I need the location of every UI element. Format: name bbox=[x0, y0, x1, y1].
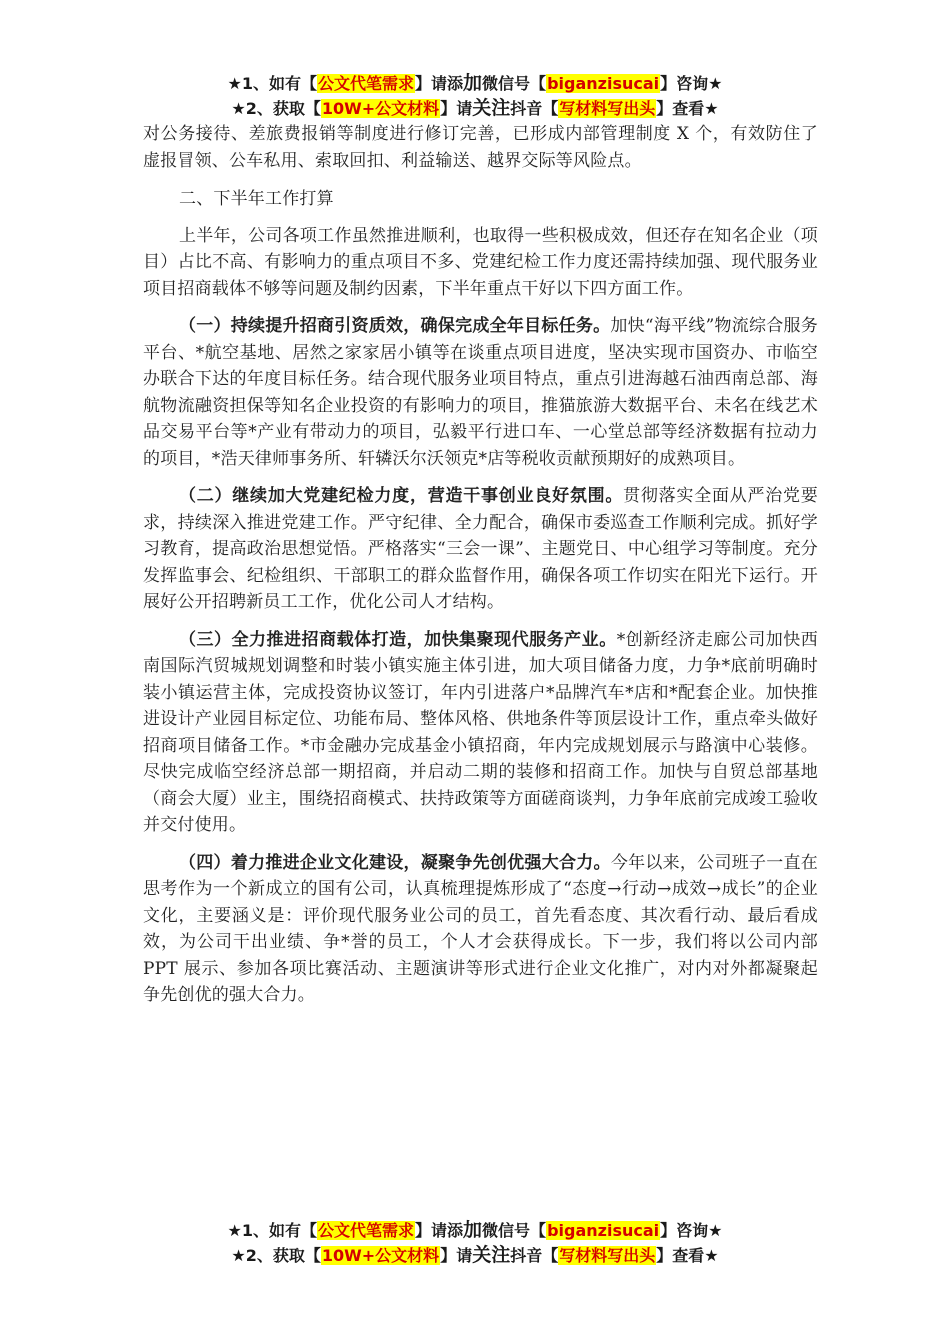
banner-line-2 bbox=[0, 1243, 950, 1268]
banner-highlight: 写材料写出头 bbox=[559, 99, 656, 118]
item-1-body: 加快“海平线”物流综合服务平台、*航空基地、居然之家家居小镇等在谈重点项目进度，坚决实现市国资办、市临空办联合下达的年度目标任务。结合现代服务业项目特点，重点引进海越石油西南总部、海航物流融资担保等知名企业投资的有影响力的项目，推猫旅游大数据平台、未名在线艺术品交易平台等*产业有带动力的项目，弘毅平行进口车、一心堂总部等经济数据有拉动力的项目，*浩天律师事务所、轩辚沃尔沃领克*店等税收贡献预期好的成熟项目。 bbox=[143, 316, 819, 469]
item-3-body: *创新经济走廊公司加快西南国际汽贸城规划调整和时装小镇实施主体引进，加大项目储备力度，力争*底前明确时装小镇运营主体，完成投资协议签订，年内引进落户*品牌汽车*店和*配套企业。加快推进设计产业园目标定位、功能布局、整体风格、供地条件等顶层设计工作，重点牵头做好招商项目储备工作。*市金融办完成基金小镇招商，年内完成规划展示与路演中心装修。尽快完成临空经济总部一期招商，并启动二期的装修和招商工作。加快与自贸总部基地（商会大厦）业主，围绕招商模式、扶持政策等方面磋商谈判，力争年底前完成竣工验收并交付使用。 bbox=[143, 629, 818, 835]
paragraph-intro: 上半年，公司各项工作虽然推进顺利，也取得一些积极成效，但还存在知名企业（项目）占比不高、有影响力的重点项目不多、党建纪检工作力度还需持续加强、现代服务业项目招商载体不够等问题及制约因素，下半年重点干好以下四方面工作。 bbox=[143, 225, 818, 299]
paragraph-item-4 bbox=[143, 850, 818, 1009]
section-heading: 二、下半年工作打算 bbox=[179, 189, 334, 209]
banner-highlight: 10W+公文材料 bbox=[321, 99, 440, 118]
banner-text: ★1、如有【 bbox=[227, 1221, 317, 1240]
banner-emphasis: 关注 bbox=[472, 1244, 511, 1266]
banner-text: 】咨询★ bbox=[660, 1221, 723, 1240]
banner-line-1 bbox=[0, 71, 950, 96]
item-1-title: （一）持续提升招商引资质效，确保完成全年目标任务。 bbox=[179, 316, 611, 336]
banner-highlight: 10W+公文材料 bbox=[321, 1246, 440, 1265]
paragraph-item-1 bbox=[143, 313, 818, 472]
paragraph-continuation: 对公务接待、差旅费报销等制度进行修订完善，已形成内部管理制度 X 个，有效防住了虚报冒领、公车私用、索取回扣、利益输送、越界交际等风险点。 bbox=[143, 124, 818, 171]
banner-text: ★2、获取【 bbox=[231, 99, 321, 118]
paragraph-item-2 bbox=[143, 483, 818, 616]
banner-highlight: 公文代笔需求 bbox=[318, 1221, 415, 1240]
banner-text: 】查看★ bbox=[656, 99, 719, 118]
banner-highlight: biganzisucai bbox=[547, 74, 660, 93]
banner-emphasis: 加 bbox=[463, 1219, 483, 1241]
paragraph-item-3 bbox=[143, 627, 818, 839]
banner-text: ★2、获取【 bbox=[231, 1246, 321, 1265]
banner-text: 】请 bbox=[440, 1246, 473, 1265]
banner-emphasis: 关注 bbox=[472, 97, 511, 119]
banner-text: 】请 bbox=[440, 99, 473, 118]
banner-text: 微信号【 bbox=[482, 74, 547, 93]
banner-line-2 bbox=[0, 96, 950, 121]
banner-highlight: biganzisucai bbox=[547, 1221, 660, 1240]
banner-highlight: 写材料写出头 bbox=[559, 1246, 656, 1265]
item-4-title: （四）着力推进企业文化建设，凝聚争先创优强大合力。 bbox=[179, 852, 611, 873]
item-3-title: （三）全力推进招商载体打造，加快集聚现代服务产业。 bbox=[179, 629, 617, 650]
item-4-body: 今年以来，公司班子一直在思考作为一个新成立的国有公司，认真梳理提炼形成了“态度→行动→成效→成长”的企业文化，主要涵义是：评价现代服务业公司的员工，首先看态度、其次看行动、最后看成效，为公司干出业绩、争*誉的员工，个人才会获得成长。下一步，我们将以公司内部 PPT 展示、参加各项比赛活动、主题演讲等形式进行企业文化推广，对内对外都凝聚起争先创优的强大合力。 bbox=[143, 852, 819, 1005]
banner-highlight: 公文代笔需求 bbox=[318, 74, 415, 93]
bottom-banner bbox=[0, 1218, 950, 1268]
banner-text: 微信号【 bbox=[482, 1221, 547, 1240]
banner-text: ★1、如有【 bbox=[227, 74, 317, 93]
top-banner bbox=[0, 71, 950, 121]
item-2-title: （二）继续加大党建纪检力度，营造干事创业良好氛围。 bbox=[179, 486, 624, 506]
banner-text: 抖音【 bbox=[510, 99, 559, 118]
banner-text: 抖音【 bbox=[510, 1246, 559, 1265]
banner-text: 】咨询★ bbox=[660, 74, 723, 93]
banner-text: 】请添 bbox=[415, 1221, 464, 1240]
banner-line-1 bbox=[0, 1218, 950, 1243]
banner-emphasis: 加 bbox=[463, 72, 483, 94]
banner-text: 】请添 bbox=[415, 74, 464, 93]
banner-text: 】查看★ bbox=[656, 1246, 719, 1265]
item-2-body: 贯彻落实全面从严治党要求，持续深入推进党建工作。严守纪律、全力配合，确保市委巡查工作顺利完成。抓好学习教育，提高政治思想觉悟。严格落实“三会一课”、主题党日、中心组学习等制度。充分发挥监事会、纪检组织、干部职工的群众监督作用，确保各项工作切实在阳光下运行。开展好公开招聘新员工工作，优化公司人才结构。 bbox=[143, 486, 818, 612]
document-body bbox=[143, 121, 818, 1009]
